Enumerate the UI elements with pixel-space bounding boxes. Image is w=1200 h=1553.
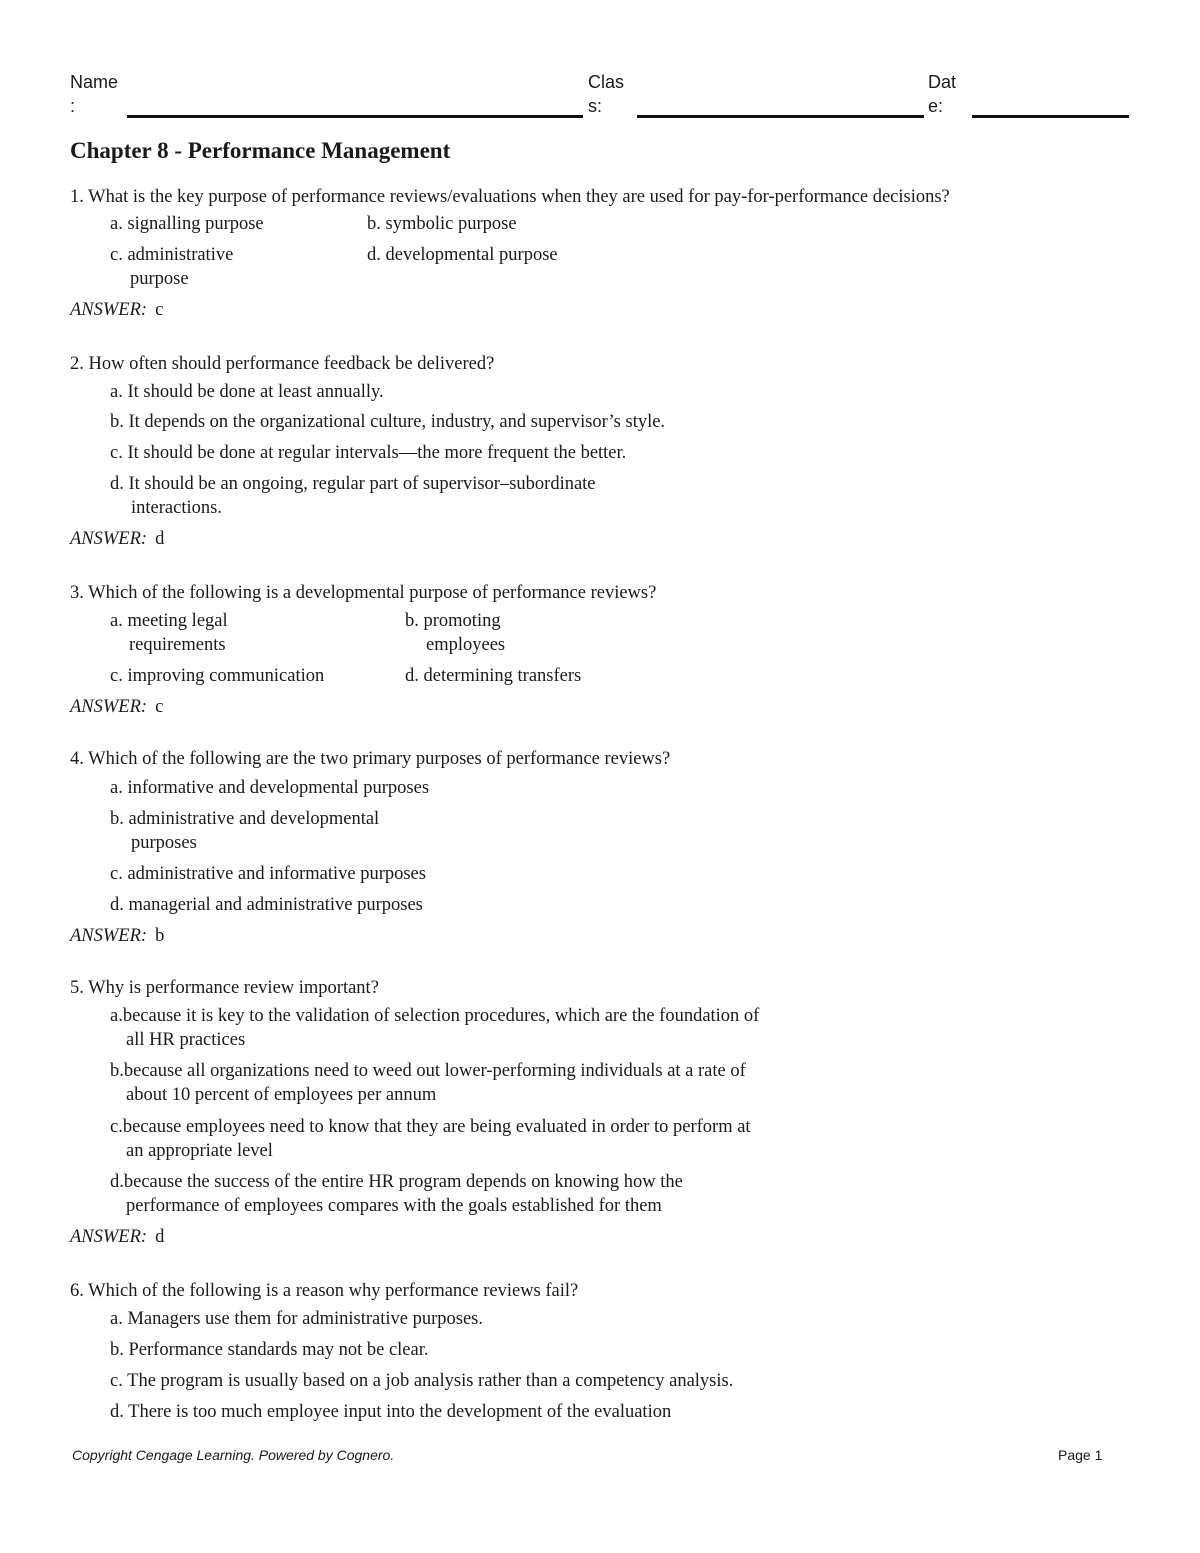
question-6: 6. Which of the following is a reason why performance reviews fail?	[70, 1281, 579, 1301]
option-label: c.	[110, 864, 123, 884]
option-text-cont: performance of employees compares with the goals established for them	[126, 1196, 662, 1216]
q3-answer	[70, 695, 163, 719]
date-label-bottom: e:	[928, 96, 944, 116]
answer-value: d	[155, 1227, 165, 1247]
option-label: c.	[110, 1117, 123, 1137]
q4-answer	[70, 924, 164, 948]
option-text: administrative	[127, 245, 234, 265]
option-text: because it is key to the validation of selection procedures, which are the foundation of	[122, 1006, 760, 1026]
answer-label: ANSWER:	[70, 926, 148, 946]
option-label: b.	[110, 809, 124, 829]
option-text-cont: employees	[426, 635, 506, 655]
option-text: It should be done at least annually.	[127, 382, 384, 402]
question-4: 4. Which of the following are the two primary purposes of performance reviews?	[70, 749, 671, 769]
option-text: It should be done at regular intervals—the more frequent the better.	[127, 443, 627, 463]
option-label: c.	[110, 666, 123, 686]
option-label: a.	[110, 611, 123, 631]
q5-option-b	[110, 1059, 746, 1107]
option-text-cont: purposes	[131, 833, 197, 853]
option-label: d.	[110, 895, 124, 915]
option-label: d.	[110, 474, 124, 494]
answer-label: ANSWER:	[70, 697, 148, 717]
q4-option-c	[110, 862, 426, 886]
date-label-top: Dat	[928, 72, 957, 92]
option-label: d.	[405, 666, 419, 686]
q5-option-c	[110, 1115, 751, 1163]
answer-label: ANSWER:	[70, 529, 148, 549]
q4-option-a	[110, 776, 429, 800]
q5-answer	[70, 1225, 164, 1249]
name-line[interactable]	[127, 115, 583, 118]
answer-value: c	[155, 300, 164, 320]
option-text: administrative and informative purposes	[127, 864, 426, 884]
answer-label: ANSWER:	[70, 300, 148, 320]
q3-option-d	[405, 664, 581, 688]
option-text: There is too much employee input into the development of the evaluation	[128, 1402, 672, 1422]
question-5: 5. Why is performance review important?	[70, 978, 379, 998]
answer-value: d	[155, 529, 165, 549]
question-3: 3. Which of the following is a developmental purpose of performance reviews?	[70, 583, 657, 603]
option-label: b.	[110, 412, 124, 432]
class-label-top: Clas	[588, 72, 625, 92]
option-label: a.	[110, 1006, 123, 1026]
option-label: c.	[110, 245, 123, 265]
option-text-cont: all HR practices	[126, 1030, 246, 1050]
option-label: a.	[110, 1309, 123, 1329]
q6-option-a	[110, 1307, 483, 1331]
q2-option-b	[110, 410, 665, 434]
option-text: determining transfers	[423, 666, 582, 686]
q1-option-b	[367, 212, 517, 236]
option-text: managerial and administrative purposes	[128, 895, 423, 915]
q5-option-d	[110, 1170, 683, 1218]
option-label: b.	[110, 1061, 124, 1081]
name-label-bottom: :	[70, 96, 76, 116]
q3-option-a	[110, 609, 228, 657]
option-label: a.	[110, 214, 123, 234]
option-label: b.	[405, 611, 419, 631]
option-text-cont: purpose	[130, 269, 189, 289]
option-text: Performance standards may not be clear.	[128, 1340, 429, 1360]
class-field-label	[588, 70, 624, 118]
q2-option-c	[110, 441, 626, 465]
option-label: a.	[110, 382, 123, 402]
option-text: It depends on the organizational culture, industry, and supervisor’s style.	[128, 412, 666, 432]
q3-option-c	[110, 664, 324, 688]
option-text: meeting legal	[127, 611, 228, 631]
q1-option-d	[367, 243, 558, 267]
option-text-cont: an appropriate level	[126, 1141, 273, 1161]
option-text: informative and developmental purposes	[127, 778, 430, 798]
q5-option-a	[110, 1004, 759, 1052]
option-text: symbolic purpose	[385, 214, 517, 234]
q6-option-d	[110, 1400, 671, 1424]
q4-option-b	[110, 807, 379, 855]
option-text: It should be an ongoing, regular part of supervisor–subordinate	[128, 474, 596, 494]
option-label: b.	[110, 1340, 124, 1360]
date-line[interactable]	[972, 115, 1129, 118]
class-line[interactable]	[637, 115, 924, 118]
q3-option-b	[405, 609, 505, 657]
option-label: a.	[110, 778, 123, 798]
footer-copyright: Copyright Cengage Learning. Powered by Cognero.	[72, 1447, 395, 1463]
question-1: 1. What is the key purpose of performance reviews/evaluations when they are used for pay-for-performance decisions?	[70, 187, 950, 207]
option-text: because employees need to know that they are being evaluated in order to perform at	[122, 1117, 751, 1137]
q2-option-d	[110, 472, 596, 520]
answer-label: ANSWER:	[70, 1227, 148, 1247]
option-text-cont: about 10 percent of employees per annum	[126, 1085, 437, 1105]
option-label: c.	[110, 443, 123, 463]
q1-option-c	[110, 243, 233, 291]
q6-option-b	[110, 1338, 429, 1362]
option-text-cont: interactions.	[131, 498, 222, 518]
option-text: improving communication	[127, 666, 325, 686]
q1-answer	[70, 298, 163, 322]
footer-page-number: Page 1	[1058, 1447, 1103, 1463]
question-2: 2. How often should performance feedback be delivered?	[70, 354, 495, 374]
name-field-label	[70, 70, 118, 118]
answer-value: c	[155, 697, 164, 717]
date-field-label	[928, 70, 956, 118]
option-text: developmental purpose	[385, 245, 558, 265]
q1-option-a	[110, 212, 264, 236]
option-text: because all organizations need to weed out lower-performing individuals at a rate of	[123, 1061, 746, 1081]
q2-option-a	[110, 380, 384, 404]
option-text-cont: requirements	[129, 635, 226, 655]
option-label: c.	[110, 1371, 123, 1391]
option-text: signalling purpose	[127, 214, 264, 234]
option-text: administrative and developmental	[128, 809, 380, 829]
option-text: because the success of the entire HR program depends on knowing how the	[123, 1172, 683, 1192]
name-label-top: Name	[70, 72, 119, 92]
option-text: promoting	[423, 611, 501, 631]
class-label-bottom: s:	[588, 96, 603, 116]
option-text: The program is usually based on a job analysis rather than a competency analysis.	[127, 1371, 734, 1391]
option-label: d.	[110, 1172, 124, 1192]
option-label: d.	[110, 1402, 124, 1422]
option-text: Managers use them for administrative purposes.	[127, 1309, 483, 1329]
option-label: b.	[367, 214, 381, 234]
option-label: d.	[367, 245, 381, 265]
q6-option-c	[110, 1369, 733, 1393]
q4-option-d	[110, 893, 423, 917]
answer-value: b	[155, 926, 165, 946]
page-title: Chapter 8 - Performance Management	[70, 138, 451, 163]
q2-answer	[70, 527, 164, 551]
